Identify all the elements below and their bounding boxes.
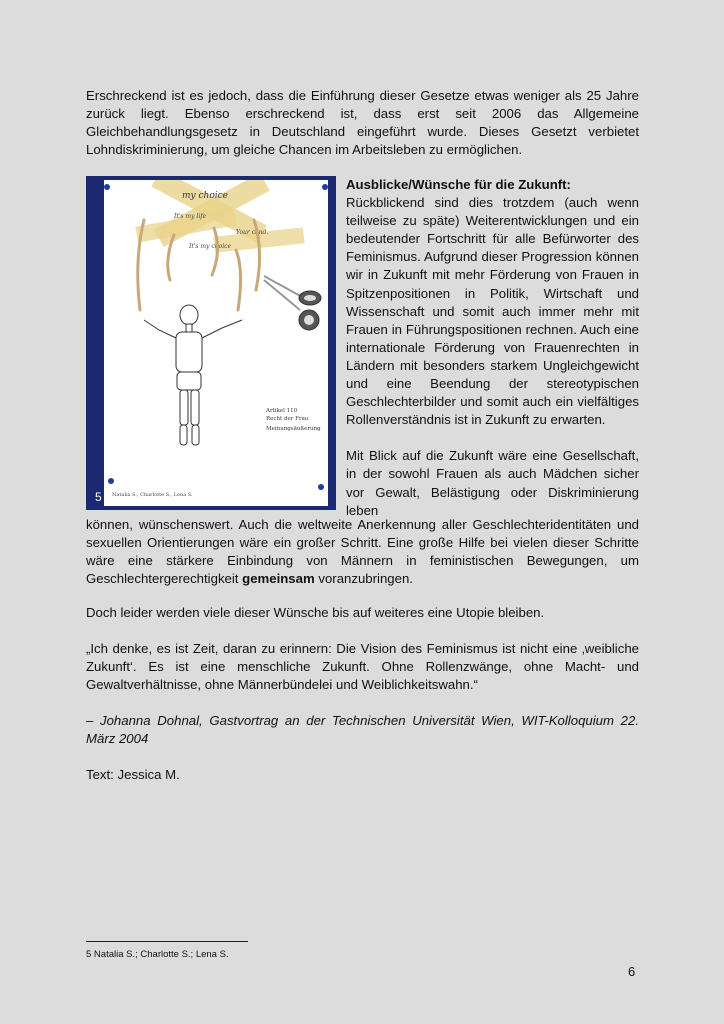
- pushpin-icon: [322, 184, 328, 190]
- quote-attribution: – Johanna Dohnal, Gastvortrag an der Technischen Universität Wien, WIT-Kolloquium 22. März 2004: [86, 713, 639, 747]
- poster-credits: Natalia S., Charlotte S., Lena S.: [112, 492, 193, 498]
- footnote: 5 Natalia S.; Charlotte S.; Lena S.: [86, 949, 229, 960]
- wooden-puppet: [144, 305, 242, 445]
- section-heading: Ausblicke/Wünsche für die Zukunft:: [346, 177, 571, 192]
- bold-word: gemeinsam: [242, 571, 315, 587]
- intro-paragraph: Erschreckend ist es jedoch, dass die Einführung dieser Gesetze etwas weniger als 25 Jahre zurück liegt. Ebenso erschreckend ist, dass erst seit 2006 das Allgemeine Gleichbehandlungsgesetz in Deutschland eingeführt wurde. Dieses Gesetzt verbietet Lohndiskriminierung, um gleiche Chancen im Arbeitsleben zu ermöglichen.: [86, 88, 639, 158]
- footnote-divider: [86, 941, 248, 942]
- poster-note-2: Recht der Frau: [266, 416, 309, 422]
- tape-text-1: It's my life: [174, 213, 207, 220]
- wish-text-end: voranzubringen.: [314, 571, 413, 587]
- tape-text-3: Your cond.: [236, 229, 269, 236]
- wish-paragraph-start: Mit Blick auf die Zukunft wäre eine Gesellschaft, in der sowohl Frauen als auch Mädchen sicher vor Gewalt, Belästigung oder Diskriminierung leben: [346, 448, 639, 518]
- pushpin-icon: [104, 184, 110, 190]
- poster-note-3: Meinungsäußerung: [266, 426, 321, 432]
- author-line: Text: Jessica M.: [86, 767, 180, 782]
- future-paragraph: Rückblickend sind dies trotzdem (auch wenn teilweise zu späte) Weiterentwicklungen und ein bedeutender Fortschritt für alle Befürworter des Feminismus. Aufgrund dieser Progression können wir in Zukunft mit mehr Förderung von Frauen in Spitzenpositionen in Politik, Wirtschaft und Wissenschaft und somit auch immer mehr mit Frauen in Führungspositionen rechnen. Auch eine internationale Förderung von Frauenrechten in Ländern mit besonders starkem Ungleichgewicht und eine Beendung der stereotypischen Geschlechterbilder und somit auch ein vielfältiges Rollenverständnis ist in Zukunft zu erwarten.: [346, 195, 639, 428]
- puppet-drawing: [104, 180, 328, 506]
- tape-text-2: It's my choice: [189, 243, 232, 250]
- figure-number: 5: [95, 490, 102, 504]
- pushpin-icon: [318, 484, 324, 490]
- poster-title: my choice: [182, 191, 228, 201]
- utopia-paragraph: Doch leider werden viele dieser Wünsche bis auf weiteres eine Utopie bleiben.: [86, 605, 545, 620]
- quote-paragraph: „Ich denke, es ist Zeit, daran zu erinnern: Die Vision des Feminismus ist nicht eine ‚weibliche Zukunft‘. Es ist eine menschliche Zukunft. Ohne Rollenzwänge, ohne Macht- und Gewaltverhältnisse, ohne Männerbündelei und Weiblichkeitswahn.“: [86, 641, 639, 693]
- poster-photo: [86, 176, 336, 510]
- scissors-icon: [264, 276, 321, 330]
- pushpin-icon: [108, 478, 114, 484]
- wish-text: können, wünschenswert. Auch die weltweite Anerkennung aller Geschlechteridentitäten und sexuellen Orientierungen wäre ein großer Schritt. Eine große Hilfe bei vielen dieser Schritte wäre eine stärkere Einbindung von Männern in feministischen Bewegungen, um Geschlechtergerechtigkeit: [86, 517, 639, 587]
- poster-note-1: Artikel 110: [266, 408, 298, 414]
- wish-paragraph-continued: [86, 516, 639, 588]
- poster-paper: [104, 180, 328, 506]
- page-number: 6: [628, 964, 636, 979]
- future-section: [346, 176, 639, 520]
